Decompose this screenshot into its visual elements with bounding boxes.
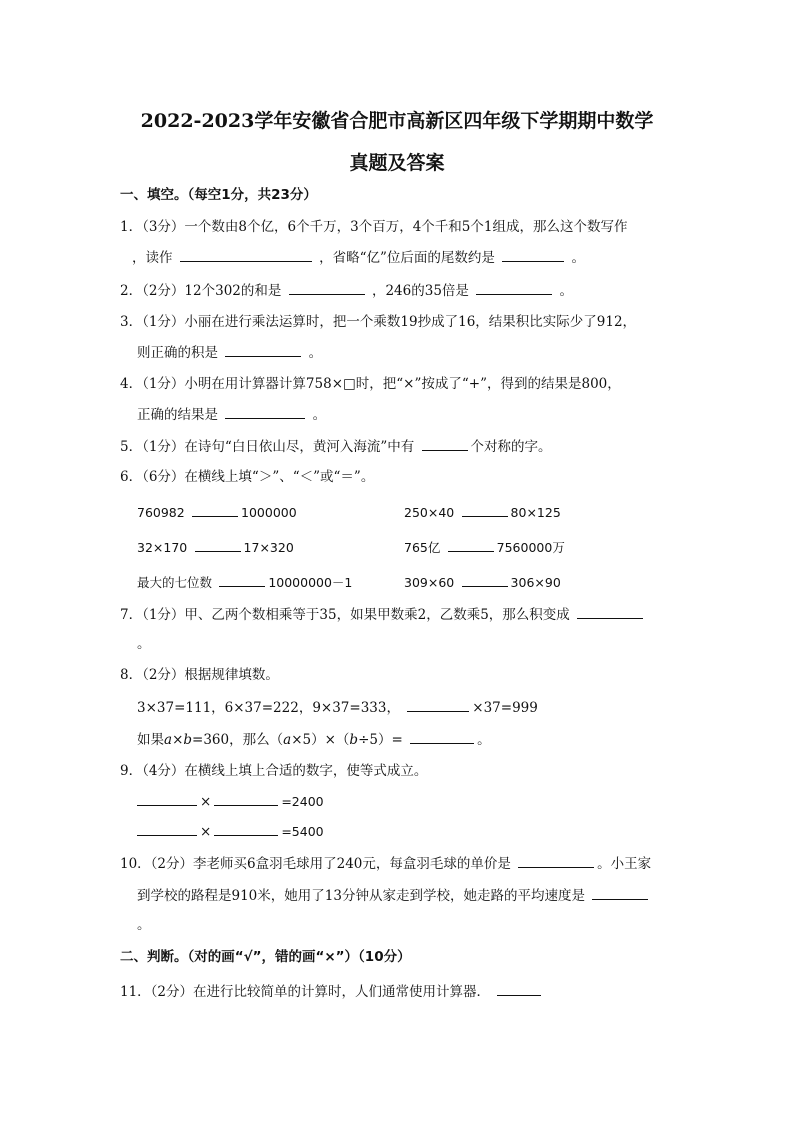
q11-blank[interactable]	[497, 982, 541, 996]
q6-right-row-3	[404, 573, 561, 592]
q10-text-b: 。小王家	[597, 856, 652, 872]
q8-d2: ×	[172, 732, 184, 748]
q10-line3: 。	[137, 917, 151, 933]
q8-d3: =360，那么（	[192, 732, 284, 748]
q6-l1-right: 1000000	[241, 505, 297, 520]
q6-l2-left: 32×170	[137, 540, 188, 555]
q1-end: 。	[571, 250, 585, 266]
section-1-heading: 一、填空。（每空1分，共23分）	[120, 187, 317, 203]
q3-text-b: 则正确的积是	[137, 345, 218, 361]
q8-var-b: b	[183, 732, 193, 748]
q2-line	[120, 281, 573, 300]
q10-text-a: 10．（2分）李老师买6盒羽毛球用了240元，每盒羽毛球的单价是	[120, 856, 511, 872]
q10-blank-2[interactable]	[592, 886, 648, 900]
q6-l2-right: 17×320	[243, 540, 294, 555]
q8-text-b: 3×37=111，6×37=222，9×37=333，	[137, 700, 400, 716]
q3-blank[interactable]	[225, 343, 301, 357]
q2-text-a: 2．（2分）12个302的和是	[120, 283, 282, 299]
q6-l2-blank[interactable]	[195, 538, 241, 552]
document-title-line1: 2022-2023学年安徽省合肥市高新区四年级下学期期中数学	[140, 110, 654, 132]
q9-line1: 9．（4分）在横线上填上合适的数字，使等式成立。	[120, 763, 428, 779]
q4-text-c: 。	[312, 407, 327, 423]
q6-l1-left: 760982	[137, 505, 185, 520]
q8-blank-2[interactable]	[410, 730, 474, 744]
q9-r2-times: ×	[200, 824, 212, 840]
q5-blank[interactable]	[422, 437, 468, 451]
q6-right-row-2	[404, 538, 565, 557]
q1-approx-label: ，省略“亿”位后面的尾数约是	[319, 250, 495, 266]
q9-r1-times: ×	[200, 794, 212, 810]
q6-l3-right: 10000000－1	[268, 575, 353, 590]
q6-l3-blank[interactable]	[219, 573, 265, 587]
q8-line3	[137, 730, 491, 749]
q10-blank-1[interactable]	[518, 854, 594, 868]
q9-r1-blank-2[interactable]	[214, 792, 278, 806]
q3-line2	[137, 343, 322, 362]
q6-r3-blank[interactable]	[462, 573, 508, 587]
q5-line	[120, 437, 552, 456]
q10-line2	[137, 886, 651, 905]
document-title-line2: 真题及答案	[349, 152, 445, 174]
q11-line	[120, 982, 544, 1001]
q8-text-c: ×37=999	[472, 700, 538, 716]
q9-line3	[137, 822, 324, 841]
q11-text-a: 11．（2分）在进行比较简单的计算时，人们通常使用计算器．	[120, 984, 491, 1000]
q7-line1	[120, 605, 646, 624]
q6-r1-blank[interactable]	[462, 503, 508, 517]
q6-r1-right: 80×125	[510, 505, 561, 520]
q8-blank-1[interactable]	[407, 698, 469, 712]
q6-r3-left: 309×60	[404, 575, 455, 590]
q8-d1: 如果	[137, 732, 164, 748]
q5-text-b: 个对称的字。	[470, 439, 552, 455]
q8-var-a2: a	[283, 732, 292, 748]
q1-read-label: ，读作	[132, 250, 173, 266]
q1-approx-blank[interactable]	[502, 248, 564, 262]
q4-text-b: 正确的结果是	[137, 407, 218, 423]
q9-r1-result: =2400	[281, 794, 324, 809]
q8-d4: ×5）×（	[291, 732, 350, 748]
section-2-heading: 二、判断。（对的画“√”，错的画“×”）（10分）	[120, 949, 411, 965]
q10-line1	[120, 854, 651, 873]
q8-line1: 8．（2分）根据规律填数。	[120, 667, 279, 683]
q9-r1-blank-1[interactable]	[137, 792, 197, 806]
q8-var-b2: b	[349, 732, 359, 748]
q3-text-c: 。	[308, 345, 323, 361]
q6-left-row-3	[137, 573, 352, 592]
q6-l1-blank[interactable]	[192, 503, 238, 517]
q6-r1-left: 250×40	[404, 505, 455, 520]
q8-line2	[137, 698, 538, 717]
q2-text-b: ，246的35倍是	[371, 283, 469, 299]
q2-blank-1[interactable]	[289, 281, 365, 295]
q6-left-row-1	[137, 503, 297, 522]
q7-line2: 。	[137, 636, 151, 652]
q1-line1: 1．（3分）一个数由8个亿，6个千万，3个百万，4个千和5个1组成，那么这个数写作	[120, 219, 628, 235]
q9-r2-blank-2[interactable]	[214, 822, 278, 836]
q4-blank[interactable]	[225, 405, 305, 419]
q8-d6: 。	[477, 732, 491, 748]
q6-line: 6．（6分）在横线上填“＞”、“＜”或“＝”。	[120, 469, 375, 485]
q8-d5: ÷5）=	[358, 732, 403, 748]
q1-line2	[132, 248, 585, 267]
q6-r2-right: 7560000万	[496, 540, 565, 555]
q9-r2-blank-1[interactable]	[137, 822, 197, 836]
q6-left-row-2	[137, 538, 294, 557]
q2-blank-2[interactable]	[476, 281, 552, 295]
q6-r2-blank[interactable]	[448, 538, 494, 552]
q6-right-row-1	[404, 503, 561, 522]
q9-line2	[137, 792, 324, 811]
q10-text-c: 到学校的路程是910米，她用了13分钟从家走到学校，她走路的平均速度是	[137, 888, 585, 904]
q3-line1: 3．（1分）小丽在进行乘法运算时，把一个乘数19抄成了16，结果积比实际少了912，	[120, 314, 637, 330]
q8-var-a: a	[164, 732, 173, 748]
q4-line1: 4．（1分）小明在用计算器计算758×□时，把“×”按成了“+”，得到的结果是800，	[120, 376, 621, 392]
q6-r3-right: 306×90	[510, 575, 561, 590]
q4-line2	[137, 405, 326, 424]
q7-blank[interactable]	[577, 605, 643, 619]
q2-text-c: 。	[559, 283, 574, 299]
q6-r2-left: 765亿	[404, 540, 441, 555]
q1-read-blank[interactable]	[180, 248, 312, 262]
q7-text-a: 7．（1分）甲、乙两个数相乘等于35，如果甲数乘2，乙数乘5，那么积变成	[120, 607, 570, 623]
q6-l3-left: 最大的七位数	[137, 575, 213, 590]
q5-text-a: 5．（1分）在诗句“白日依山尽，黄河入海流”中有	[120, 439, 415, 455]
q9-r2-result: =5400	[281, 824, 324, 839]
